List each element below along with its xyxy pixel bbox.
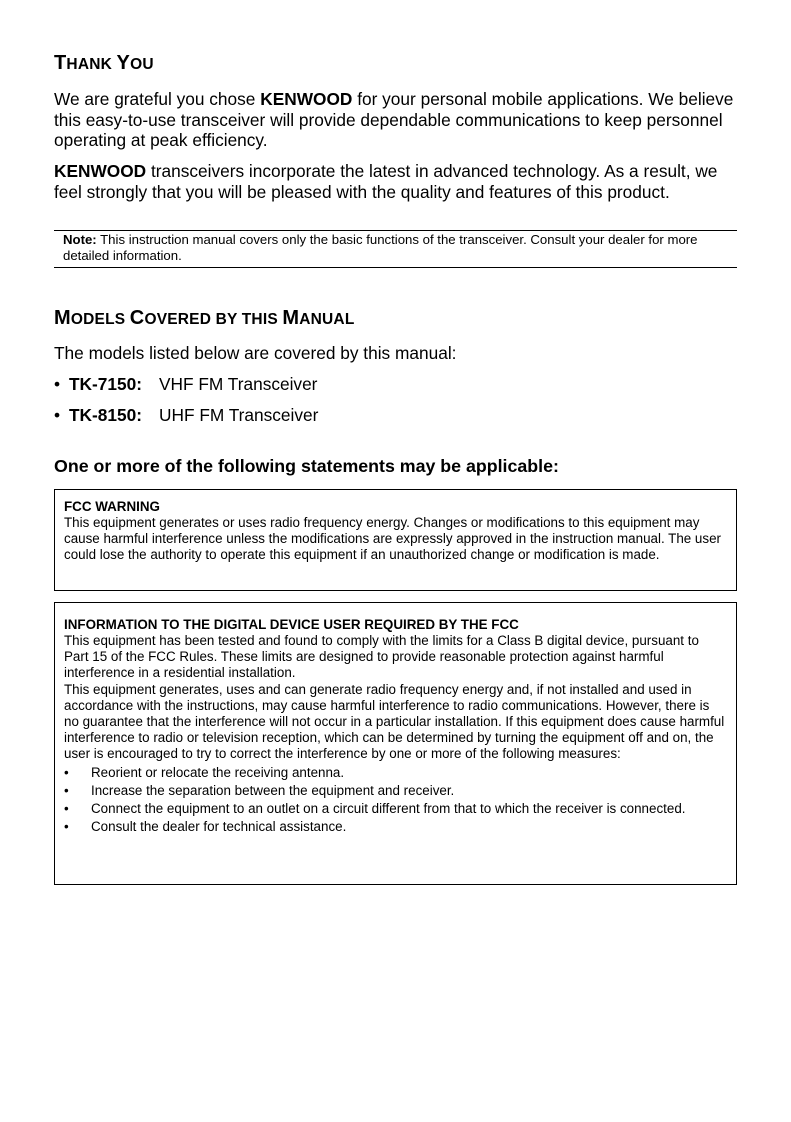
brand-name: KENWOOD: [54, 161, 147, 181]
digital-device-paragraph-1: This equipment has been tested and found to comply with the limits for a Class B digital device, pursuant to Part 15 of the FCC Rules. These limits are designed to provide reasonable protection against harmful interference in a residential installation.: [64, 633, 699, 681]
models-heading: MODELS COVERED BY THIS MANUAL: [54, 307, 355, 329]
list-item: • Connect the equipment to an outlet on a circuit different from that to which the receiver is connected.: [64, 801, 686, 817]
note-box: [54, 230, 737, 268]
thank-you-heading: THANK YOU: [54, 52, 154, 74]
model-item: • TK-8150: UHF FM Transceiver: [54, 405, 319, 425]
thank-you-paragraph-2: KENWOOD transceivers incorporate the latest in advanced technology. As a result, we feel strongly that you will be pleased with the quality and features of this product.: [54, 161, 718, 202]
digital-device-title: INFORMATION TO THE DIGITAL DEVICE USER REQUIRED BY THE FCC: [64, 617, 519, 632]
digital-device-paragraph-2: This equipment generates, uses and can generate radio frequency energy and, if not installed and used in accordance with the instructions, may cause harmful interference to radio communications. However, there is no guarantee that the interference will not occur in a particular installation. If this equipment does cause harmful interference to radio or television reception, which can be determined by turning the equipment off and on, the user is encouraged to try to correct the interference by one or more of the following measures:: [64, 681, 725, 762]
model-code: TK-7150:: [69, 374, 142, 394]
digital-device-box: [54, 602, 737, 885]
model-code: TK-8150:: [69, 405, 142, 425]
list-item: • Reorient or relocate the receiving antenna.: [64, 764, 345, 780]
list-item: • Increase the separation between the equipment and receiver.: [64, 782, 455, 798]
list-item: • Consult the dealer for technical assistance.: [64, 819, 347, 835]
measures-list: [64, 765, 727, 836]
fcc-warning-title: FCC WARNING: [64, 499, 160, 514]
fcc-warning-text: This equipment generates or uses radio frequency energy. Changes or modifications to this equipment may cause harmful interference unless the modifications are expressly approved in the instruction manual. The user could lose the authority to operate this equipment if an unauthorized change or modification is made.: [64, 515, 721, 563]
statements-heading: One or more of the following statements may be applicable:: [54, 456, 559, 476]
thank-you-paragraph-1: We are grateful you chose KENWOOD for your personal mobile applications. We believe this easy-to-use transceiver will provide dependable communications to keep personnel operating at peak efficiency.: [54, 89, 734, 150]
note-text: Note: This instruction manual covers only the basic functions of the transceiver. Consult your dealer for more detailed information.: [63, 232, 698, 263]
models-intro: The models listed below are covered by this manual:: [54, 343, 457, 363]
model-desc: UHF FM Transceiver: [159, 405, 319, 425]
model-item: • TK-7150: VHF FM Transceiver: [54, 374, 318, 394]
model-desc: VHF FM Transceiver: [159, 374, 318, 394]
brand-name: KENWOOD: [260, 89, 353, 109]
fcc-warning-box: [54, 489, 737, 591]
